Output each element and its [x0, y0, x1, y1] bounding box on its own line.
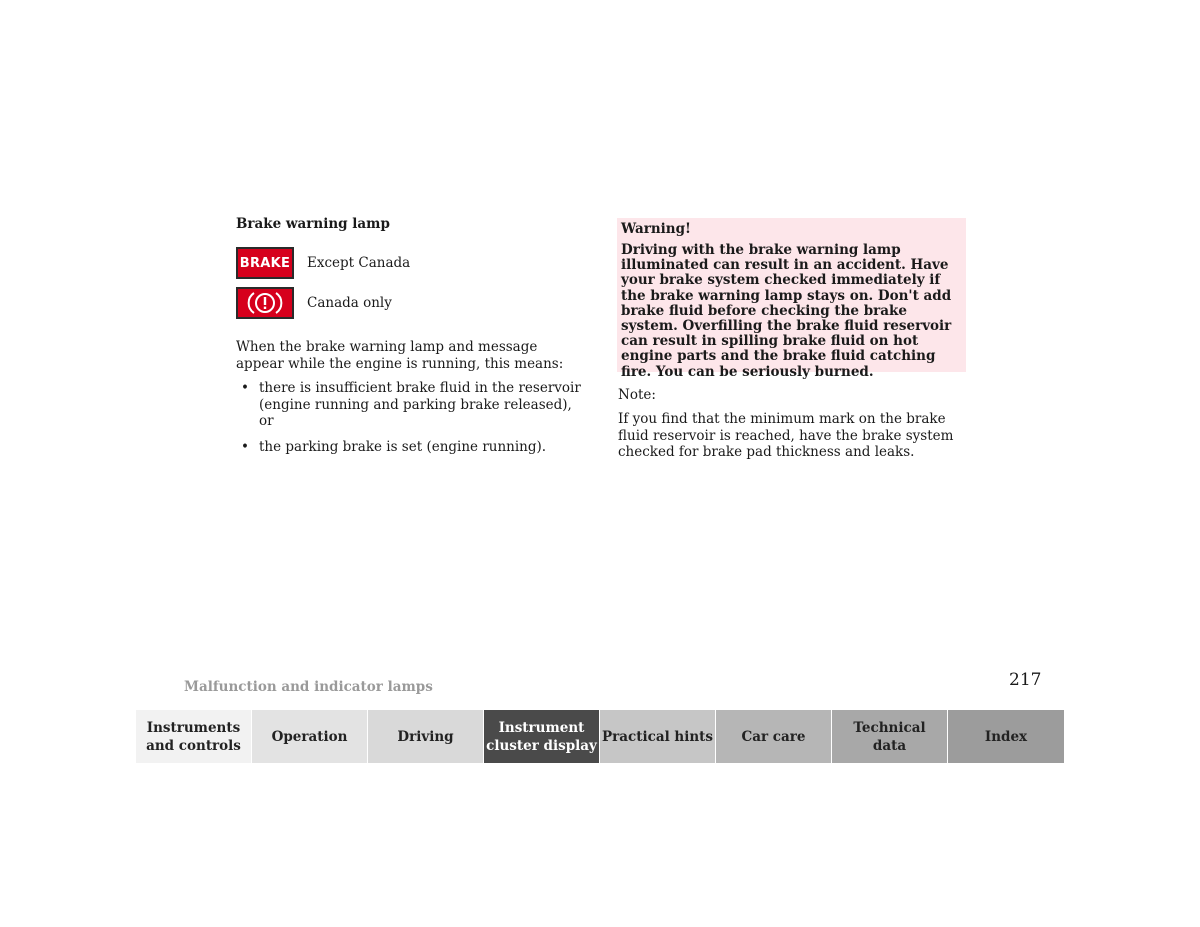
page-number: 217	[1009, 670, 1042, 690]
lamp-row-except-canada	[236, 247, 410, 279]
circle-exclamation-lamp-icon	[236, 287, 294, 319]
tab-driving[interactable]	[368, 710, 484, 763]
tab-label-line: Instrument	[498, 719, 585, 736]
note-body: If you find that the minimum mark on the brake fluid reservoir is reached, have the brake system checked for brake pad thickness and leaks.	[618, 411, 954, 460]
tab-label: Driving	[397, 728, 454, 745]
tab-label: Practical hints	[602, 728, 713, 745]
lamp-label-canada-only: Canada only	[307, 295, 392, 311]
tab-label: Index	[984, 728, 1028, 745]
tab-index[interactable]	[948, 710, 1064, 763]
tab-label: Car care	[741, 728, 806, 745]
circle-exclamation-symbol	[245, 290, 285, 316]
tab-label-line: Instruments	[146, 719, 241, 736]
tab-instrument-cluster-display[interactable]	[484, 710, 600, 763]
warning-box	[617, 218, 966, 380]
note-label: Note:	[618, 387, 656, 403]
chapter-tabs	[136, 710, 1065, 763]
intro-paragraph: When the brake warning lamp and message appear while the engine is running, this means:	[236, 339, 564, 372]
tab-label-line: data	[872, 737, 907, 754]
tab-label-line: cluster display	[486, 737, 597, 754]
tab-label: Operation	[271, 728, 348, 745]
list-item: • there is insufficient brake fluid in the reservoir (engine running and parking brake released), or	[236, 380, 586, 430]
tab-operation[interactable]	[252, 710, 368, 763]
tab-label-line: and controls	[146, 737, 241, 754]
tab-instruments-and-controls[interactable]	[136, 710, 252, 763]
warning-heading: Warning!	[621, 221, 691, 237]
footer-section-title: Malfunction and indicator lamps	[184, 679, 433, 695]
lamp-label-except-canada: Except Canada	[307, 255, 411, 271]
condition-list	[236, 380, 586, 464]
tab-label-line: Technical	[853, 719, 926, 736]
warning-body: Driving with the brake warning lamp illuminated can result in an accident. Have your brake system checked immediately if the brake warning lamp stays on. Don't add brake fluid before checking the brake system. Overfilling the brake fluid reservoir can result in spilling brake fluid on hot engine parts and the brake fluid catching fire. You can be seriously burned.	[621, 242, 952, 380]
tab-practical-hints[interactable]	[600, 710, 716, 763]
lamp-row-canada-only	[236, 287, 392, 319]
tab-car-care[interactable]	[716, 710, 832, 763]
tab-technical-data[interactable]	[832, 710, 948, 763]
section-title-brake-warning-lamp: Brake warning lamp	[236, 216, 390, 232]
brake-lamp-text: BRAKE	[239, 255, 291, 271]
list-item: • the parking brake is set (engine running).	[236, 439, 586, 456]
brake-text-lamp-icon	[236, 247, 294, 279]
